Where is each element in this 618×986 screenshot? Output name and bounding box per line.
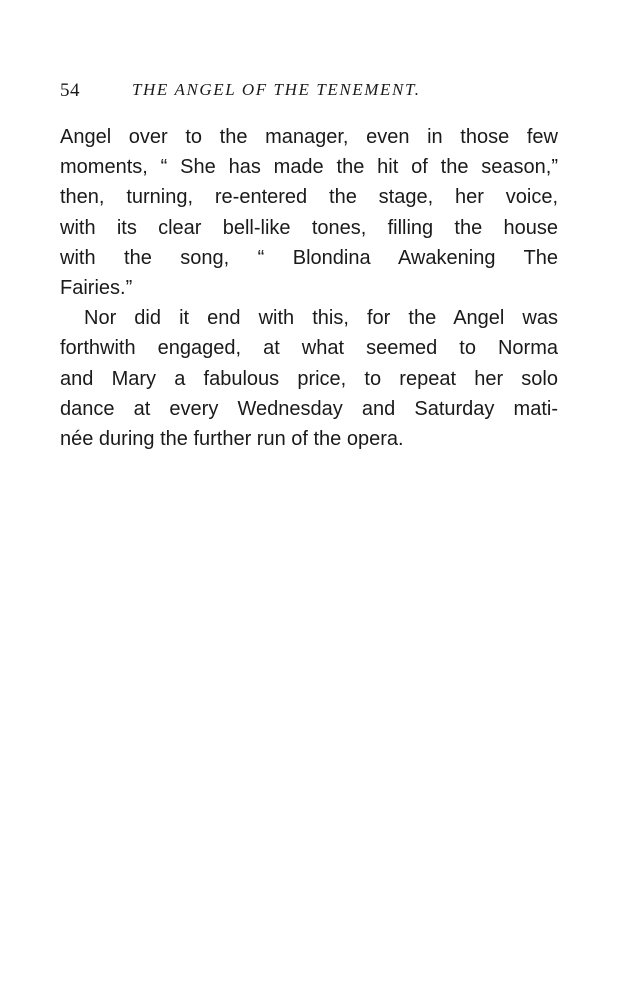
text-line: Nor did it end with this, for the Angel was <box>84 307 558 330</box>
running-title: THE ANGEL OF THE TENEMENT. <box>132 80 421 99</box>
body-text <box>60 122 558 454</box>
text-line: moments, “ She has made the hit of the season,” <box>60 156 558 179</box>
text-line: with the song, “ Blondina Awakening The <box>60 246 558 269</box>
text-line: née during the further run of the opera. <box>60 427 404 450</box>
text-line: forthwith engaged, at what seemed to Norma <box>60 337 558 360</box>
running-head <box>60 80 560 106</box>
text-line: then, turning, re-entered the stage, her voice, <box>60 186 558 209</box>
paragraph-1 <box>60 122 558 303</box>
paragraph-2 <box>60 303 558 454</box>
page-number: 54 <box>60 80 80 101</box>
text-line: with its clear bell-like tones, filling the house <box>60 216 558 239</box>
text-line: dance at every Wednesday and Saturday mati- <box>60 397 558 420</box>
text-line: and Mary a fabulous price, to repeat her solo <box>60 367 558 390</box>
text-line: Fairies.” <box>60 276 133 299</box>
text-line: Angel over to the manager, even in those few <box>60 126 558 148</box>
